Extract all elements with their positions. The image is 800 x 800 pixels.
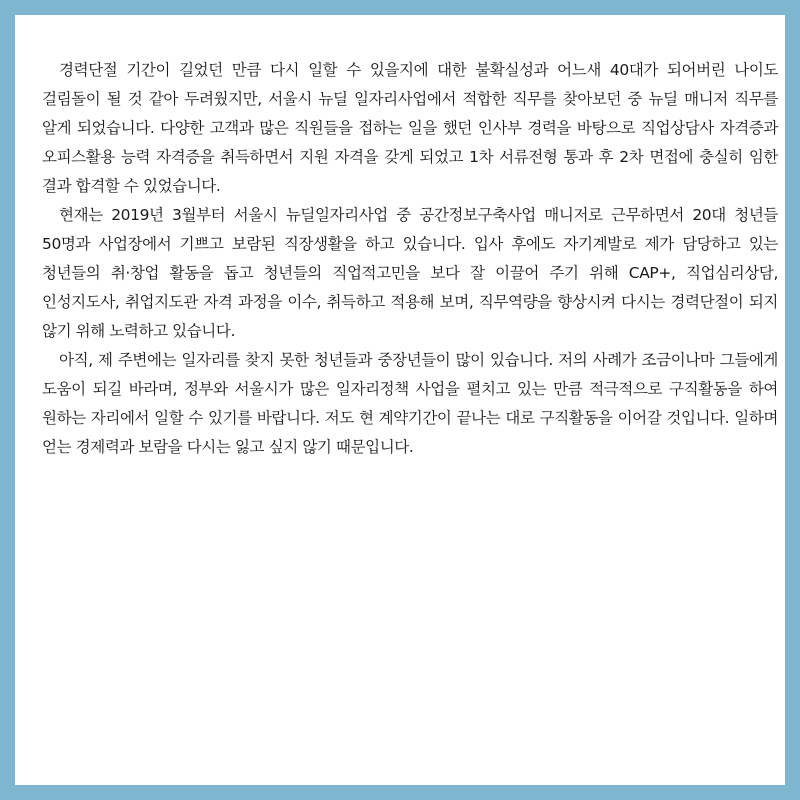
document-page [15,15,785,785]
paragraph-current-job: 현재는 2019년 3월부터 서울시 뉴딜일자리사업 중 공간정보구축사업 매니저로 근무하면서 20대 청년들 50명과 사업장에서 기쁘고 보람된 직장생활을 하고 있습니다. 입사 후에도 자기계발로 제가 담당하고 있는 청년들의 취·창업 활동을 돕고 청년들의 직업적고민을 보다 잘 이끌어 주기 위해 CAP+, 직업심리상담, 인성지도사, 취업지도관 자격 과정을 이수, 취득하고 적용해 보며, 직무역량을 향상시켜 다시는 경력단절이 되지 않기 위해 노력하고 있습니다. [42,206,778,340]
paragraph-career-break: 경력단절 기간이 길었던 만큼 다시 일할 수 있을지에 대한 불확실성과 어느새 40대가 되어버린 나이도 걸림돌이 될 것 같아 두려웠지만, 서울시 뉴딜 일자리사업에서 적합한 직무를 찾아보던 중 뉴딜 매니저 직무를 알게 되었습니다. 다양한 고객과 많은 직원들을 접하는 일을 했던 인사부 경력을 바탕으로 직업상담사 자격증과 오피스활용 능력 자격증을 취득하면서 지원 자격을 갖게 되었고 1차 서류전형 통과 후 2차 면접에 충실히 임한 결과 합격할 수 있었습니다. [42,61,778,195]
paragraph-closing: 아직, 제 주변에는 일자리를 찾지 못한 청년들과 중장년들이 많이 있습니다. 저의 사례가 조금이나마 그들에게 도움이 되길 바라며, 정부와 서울시가 많은 일자리정책 사업을 펼치고 있는 만큼 적극적으로 구직활동을 하여 원하는 자리에서 일할 수 있기를 바랍니다. 저도 현 계약기간이 끝나는 대로 구직활동을 이어갈 것입니다. 일하며 얻는 경제력과 보람을 다시는 잃고 싶지 않기 때문입니다. [42,351,778,456]
testimonial-text [42,56,778,462]
